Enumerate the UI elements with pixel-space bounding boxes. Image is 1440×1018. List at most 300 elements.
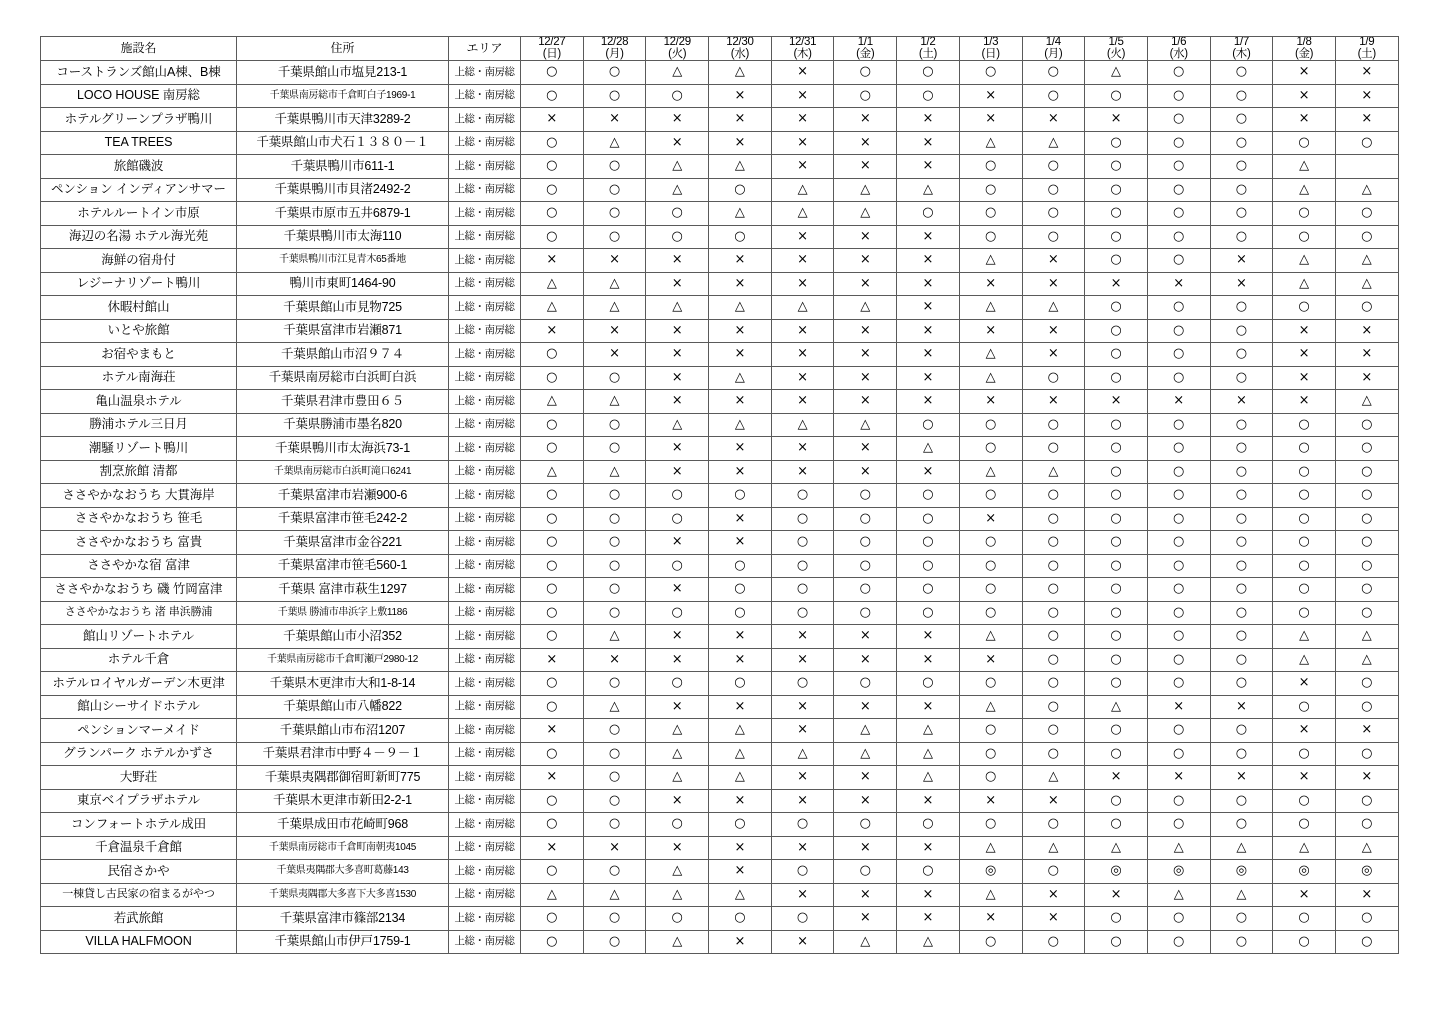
facility-name: ささやかなおうち 大貫海岸 bbox=[41, 484, 237, 508]
availability-cell: ○ bbox=[834, 484, 897, 508]
facility-area: 上総・南房総 bbox=[449, 202, 521, 226]
availability-cell: ○ bbox=[1147, 202, 1210, 226]
availability-cell: △ bbox=[771, 296, 834, 320]
availability-cell: ○ bbox=[1335, 460, 1398, 484]
facility-area: 上総・南房総 bbox=[449, 131, 521, 155]
availability-cell: ○ bbox=[1210, 202, 1273, 226]
availability-cell: ○ bbox=[583, 813, 646, 837]
availability-cell: △ bbox=[834, 296, 897, 320]
availability-cell: × bbox=[1335, 719, 1398, 743]
availability-cell: ○ bbox=[771, 813, 834, 837]
availability-cell: × bbox=[709, 343, 772, 367]
availability-cell: △ bbox=[834, 742, 897, 766]
availability-cell: ○ bbox=[771, 507, 834, 531]
availability-cell: ○ bbox=[1085, 531, 1148, 555]
table-row bbox=[41, 601, 1399, 625]
table-row bbox=[41, 930, 1399, 954]
header-day-weekday: (金) bbox=[1294, 47, 1314, 60]
availability-cell: ○ bbox=[1147, 178, 1210, 202]
availability-cell: × bbox=[709, 930, 772, 954]
facility-area: 上総・南房総 bbox=[449, 343, 521, 367]
availability-cell: ○ bbox=[521, 413, 584, 437]
availability-cell: ○ bbox=[1210, 225, 1273, 249]
facility-address: 千葉県夷隅郡御宿町新町775 bbox=[237, 766, 449, 790]
availability-cell: ○ bbox=[1210, 178, 1273, 202]
availability-cell: ○ bbox=[771, 554, 834, 578]
facility-address: 千葉県南房総市千倉町白子1969-1 bbox=[237, 84, 449, 108]
availability-cell: ○ bbox=[1147, 672, 1210, 696]
availability-cell: △ bbox=[897, 742, 960, 766]
header-day bbox=[959, 37, 1022, 61]
facility-address: 千葉県夷隅郡大多喜町葛藤143 bbox=[237, 860, 449, 884]
availability-cell: ○ bbox=[1210, 437, 1273, 461]
availability-cell: ○ bbox=[521, 578, 584, 602]
availability-cell: × bbox=[771, 836, 834, 860]
availability-cell: △ bbox=[897, 766, 960, 790]
availability-cell: × bbox=[521, 108, 584, 132]
availability-cell: ○ bbox=[646, 84, 709, 108]
availability-cell: ○ bbox=[1147, 460, 1210, 484]
availability-cell: ○ bbox=[959, 484, 1022, 508]
availability-cell: △ bbox=[646, 719, 709, 743]
availability-cell: ○ bbox=[771, 578, 834, 602]
availability-cell: × bbox=[1273, 719, 1336, 743]
availability-cell: ○ bbox=[834, 578, 897, 602]
availability-cell: △ bbox=[959, 343, 1022, 367]
facility-name: LOCO HOUSE 南房総 bbox=[41, 84, 237, 108]
availability-cell: ○ bbox=[1273, 695, 1336, 719]
availability-cell: ○ bbox=[959, 930, 1022, 954]
facility-name: コーストランズ館山A棟、B棟 bbox=[41, 61, 237, 85]
availability-cell: × bbox=[646, 131, 709, 155]
availability-cell: ○ bbox=[959, 601, 1022, 625]
availability-cell: ○ bbox=[583, 178, 646, 202]
availability-cell: ○ bbox=[1085, 131, 1148, 155]
facility-area: 上総・南房総 bbox=[449, 554, 521, 578]
facility-name: ささやかな宿 富津 bbox=[41, 554, 237, 578]
availability-cell: ○ bbox=[771, 672, 834, 696]
availability-cell: △ bbox=[1022, 766, 1085, 790]
facility-name: 海鮮の宿舟付 bbox=[41, 249, 237, 273]
table-row bbox=[41, 789, 1399, 813]
availability-cell: × bbox=[1022, 319, 1085, 343]
availability-cell: ○ bbox=[521, 437, 584, 461]
availability-cell: × bbox=[646, 437, 709, 461]
table-row bbox=[41, 695, 1399, 719]
availability-cell: ○ bbox=[1085, 719, 1148, 743]
header-day-weekday: (土) bbox=[1357, 47, 1376, 60]
availability-cell: × bbox=[709, 108, 772, 132]
availability-cell: ○ bbox=[1210, 296, 1273, 320]
facility-area: 上総・南房総 bbox=[449, 272, 521, 296]
table-row bbox=[41, 836, 1399, 860]
availability-cell: × bbox=[771, 437, 834, 461]
facility-name: 海辺の名湯 ホテル海光苑 bbox=[41, 225, 237, 249]
availability-cell: × bbox=[646, 625, 709, 649]
availability-cell: × bbox=[834, 225, 897, 249]
availability-cell: ○ bbox=[646, 202, 709, 226]
availability-cell: ○ bbox=[521, 484, 584, 508]
availability-cell: △ bbox=[1085, 695, 1148, 719]
availability-cell: × bbox=[834, 319, 897, 343]
availability-cell: × bbox=[646, 836, 709, 860]
availability-cell: ◎ bbox=[1335, 860, 1398, 884]
availability-cell: △ bbox=[646, 155, 709, 179]
availability-cell: ○ bbox=[583, 578, 646, 602]
facility-name: 一棟貸し古民家の宿まるがやつ bbox=[41, 883, 237, 907]
availability-cell: × bbox=[709, 272, 772, 296]
availability-cell: × bbox=[709, 437, 772, 461]
header-day bbox=[1085, 37, 1148, 61]
availability-cell: ○ bbox=[834, 84, 897, 108]
availability-cell: ○ bbox=[646, 907, 709, 931]
header-facility: 施設名 bbox=[41, 37, 237, 61]
availability-cell: ○ bbox=[897, 601, 960, 625]
availability-cell: △ bbox=[1147, 883, 1210, 907]
availability-cell: ○ bbox=[1147, 366, 1210, 390]
availability-cell: ○ bbox=[1335, 695, 1398, 719]
availability-cell: × bbox=[959, 108, 1022, 132]
availability-cell: × bbox=[709, 319, 772, 343]
table-row bbox=[41, 343, 1399, 367]
availability-cell: ○ bbox=[709, 225, 772, 249]
availability-cell: ○ bbox=[521, 61, 584, 85]
availability-cell: ○ bbox=[1085, 554, 1148, 578]
table-row bbox=[41, 61, 1399, 85]
availability-cell: × bbox=[646, 648, 709, 672]
availability-cell: × bbox=[646, 695, 709, 719]
availability-cell: × bbox=[1022, 907, 1085, 931]
facility-address: 千葉県富津市笹毛242-2 bbox=[237, 507, 449, 531]
facility-address: 千葉県富津市篠部2134 bbox=[237, 907, 449, 931]
facility-name: コンフォートホテル成田 bbox=[41, 813, 237, 837]
facility-address: 千葉県鴨川市611-1 bbox=[237, 155, 449, 179]
availability-cell: △ bbox=[959, 296, 1022, 320]
availability-cell: ○ bbox=[959, 766, 1022, 790]
availability-cell: ○ bbox=[583, 766, 646, 790]
availability-cell: × bbox=[1022, 789, 1085, 813]
availability-cell: △ bbox=[646, 766, 709, 790]
availability-cell: × bbox=[1147, 272, 1210, 296]
availability-cell: × bbox=[1022, 272, 1085, 296]
table-row bbox=[41, 413, 1399, 437]
availability-cell: × bbox=[771, 390, 834, 414]
facility-area: 上総・南房総 bbox=[449, 695, 521, 719]
availability-cell: ○ bbox=[521, 554, 584, 578]
availability-cell: ○ bbox=[1335, 742, 1398, 766]
availability-cell: ○ bbox=[521, 225, 584, 249]
availability-cell: △ bbox=[709, 742, 772, 766]
facility-address: 千葉県館山市見物725 bbox=[237, 296, 449, 320]
header-day bbox=[1335, 37, 1398, 61]
availability-cell: △ bbox=[583, 625, 646, 649]
availability-cell: × bbox=[1335, 343, 1398, 367]
availability-cell: △ bbox=[1022, 296, 1085, 320]
facility-address: 千葉県 富津市萩生1297 bbox=[237, 578, 449, 602]
availability-cell: △ bbox=[709, 202, 772, 226]
table-body bbox=[41, 61, 1399, 954]
availability-cell: ○ bbox=[897, 84, 960, 108]
availability-cell: ○ bbox=[1210, 907, 1273, 931]
facility-address: 千葉県館山市八幡822 bbox=[237, 695, 449, 719]
table-row bbox=[41, 390, 1399, 414]
facility-name: ささやかなおうち 富貴 bbox=[41, 531, 237, 555]
facility-area: 上総・南房総 bbox=[449, 601, 521, 625]
header-day bbox=[897, 37, 960, 61]
availability-cell: △ bbox=[583, 390, 646, 414]
header-day-weekday: (木) bbox=[793, 47, 812, 60]
facility-name: ホテルグリーンプラザ鴨川 bbox=[41, 108, 237, 132]
availability-cell: × bbox=[646, 108, 709, 132]
availability-cell: ○ bbox=[897, 672, 960, 696]
availability-cell: △ bbox=[583, 296, 646, 320]
facility-name: ささやかなおうち 渚 串浜勝浦 bbox=[41, 601, 237, 625]
facility-area: 上総・南房総 bbox=[449, 437, 521, 461]
availability-cell: ○ bbox=[834, 813, 897, 837]
availability-cell: ○ bbox=[1273, 131, 1336, 155]
availability-cell: × bbox=[1210, 272, 1273, 296]
availability-cell: × bbox=[834, 108, 897, 132]
availability-cell: ○ bbox=[1210, 672, 1273, 696]
availability-cell: ○ bbox=[1022, 578, 1085, 602]
availability-cell: × bbox=[583, 648, 646, 672]
facility-name: 休暇村館山 bbox=[41, 296, 237, 320]
availability-cell: ○ bbox=[1273, 907, 1336, 931]
availability-cell: ○ bbox=[1147, 578, 1210, 602]
table-row bbox=[41, 625, 1399, 649]
availability-cell: ○ bbox=[959, 672, 1022, 696]
availability-cell: × bbox=[1273, 390, 1336, 414]
facility-area: 上総・南房総 bbox=[449, 249, 521, 273]
header-day-weekday: (木) bbox=[1232, 47, 1251, 60]
availability-cell: ○ bbox=[1022, 155, 1085, 179]
availability-cell: ○ bbox=[1273, 554, 1336, 578]
header-day-date: 1/2 bbox=[920, 36, 936, 48]
availability-cell: × bbox=[1085, 272, 1148, 296]
facility-area: 上総・南房総 bbox=[449, 648, 521, 672]
availability-cell: × bbox=[1273, 108, 1336, 132]
header-day-date: 12/30 bbox=[726, 36, 754, 48]
availability-cell: △ bbox=[1273, 178, 1336, 202]
availability-cell: × bbox=[834, 155, 897, 179]
availability-cell: ○ bbox=[1273, 437, 1336, 461]
facility-name: ささやかなおうち 磯 竹岡富津 bbox=[41, 578, 237, 602]
availability-cell: × bbox=[1022, 108, 1085, 132]
table-row bbox=[41, 249, 1399, 273]
availability-cell: × bbox=[1210, 695, 1273, 719]
facility-address: 千葉県南房総市白浜町滝口6241 bbox=[237, 460, 449, 484]
facility-area: 上総・南房総 bbox=[449, 625, 521, 649]
availability-cell: ○ bbox=[1273, 484, 1336, 508]
facility-area: 上総・南房総 bbox=[449, 883, 521, 907]
header-day-date: 1/7 bbox=[1233, 36, 1249, 48]
availability-cell: ○ bbox=[583, 61, 646, 85]
facility-name: VILLA HALFMOON bbox=[41, 930, 237, 954]
availability-cell: ○ bbox=[897, 860, 960, 884]
availability-cell: △ bbox=[709, 413, 772, 437]
availability-cell: △ bbox=[1335, 390, 1398, 414]
facility-area: 上総・南房総 bbox=[449, 225, 521, 249]
availability-cell: × bbox=[646, 319, 709, 343]
facility-area: 上総・南房総 bbox=[449, 390, 521, 414]
availability-cell: ○ bbox=[897, 578, 960, 602]
facility-name: ホテルルートイン市原 bbox=[41, 202, 237, 226]
availability-cell: × bbox=[959, 648, 1022, 672]
availability-cell: × bbox=[709, 860, 772, 884]
availability-cell: ○ bbox=[1022, 625, 1085, 649]
facility-area: 上総・南房総 bbox=[449, 507, 521, 531]
availability-cell: △ bbox=[1335, 625, 1398, 649]
availability-cell: ○ bbox=[834, 601, 897, 625]
availability-cell: × bbox=[897, 225, 960, 249]
availability-cell: △ bbox=[1147, 836, 1210, 860]
header-day bbox=[1210, 37, 1273, 61]
table-row bbox=[41, 108, 1399, 132]
availability-cell: × bbox=[834, 836, 897, 860]
availability-cell: △ bbox=[646, 930, 709, 954]
availability-cell: × bbox=[834, 789, 897, 813]
availability-cell: × bbox=[1273, 343, 1336, 367]
availability-cell: ○ bbox=[1273, 225, 1336, 249]
facility-address: 千葉県鴨川市太海110 bbox=[237, 225, 449, 249]
availability-cell: ○ bbox=[771, 531, 834, 555]
availability-cell: × bbox=[834, 648, 897, 672]
availability-cell: ○ bbox=[1085, 413, 1148, 437]
availability-cell: ○ bbox=[834, 554, 897, 578]
facility-area: 上総・南房総 bbox=[449, 366, 521, 390]
availability-cell: ○ bbox=[1273, 460, 1336, 484]
availability-cell: △ bbox=[646, 61, 709, 85]
availability-cell: × bbox=[521, 648, 584, 672]
availability-cell: ○ bbox=[583, 672, 646, 696]
availability-cell: × bbox=[897, 836, 960, 860]
facility-area: 上総・南房総 bbox=[449, 531, 521, 555]
availability-cell: △ bbox=[646, 413, 709, 437]
availability-cell: ○ bbox=[1147, 413, 1210, 437]
facility-name: ホテルロイヤルガーデン木更津 bbox=[41, 672, 237, 696]
facility-address: 千葉県君津市中野４－９－１ bbox=[237, 742, 449, 766]
availability-cell: △ bbox=[521, 883, 584, 907]
facility-address: 千葉県館山市犬石１３８０－１ bbox=[237, 131, 449, 155]
availability-cell: ○ bbox=[646, 225, 709, 249]
availability-cell: ○ bbox=[1022, 648, 1085, 672]
header-day bbox=[521, 37, 584, 61]
table-row bbox=[41, 507, 1399, 531]
facility-name: お宿やまもと bbox=[41, 343, 237, 367]
availability-cell: × bbox=[771, 766, 834, 790]
availability-cell: △ bbox=[521, 390, 584, 414]
availability-cell: ○ bbox=[709, 178, 772, 202]
availability-cell: ○ bbox=[1335, 202, 1398, 226]
availability-cell: ○ bbox=[1210, 531, 1273, 555]
availability-cell: ○ bbox=[1022, 860, 1085, 884]
availability-cell: × bbox=[771, 155, 834, 179]
availability-cell: ○ bbox=[1210, 789, 1273, 813]
facility-address: 千葉県鴨川市太海浜73-1 bbox=[237, 437, 449, 461]
availability-cell: ○ bbox=[1085, 742, 1148, 766]
availability-cell: △ bbox=[1335, 836, 1398, 860]
facility-area: 上総・南房総 bbox=[449, 61, 521, 85]
availability-cell: × bbox=[897, 249, 960, 273]
availability-cell: ○ bbox=[521, 813, 584, 837]
availability-cell: × bbox=[1335, 61, 1398, 85]
availability-cell: ○ bbox=[1210, 131, 1273, 155]
availability-cell: ○ bbox=[1147, 61, 1210, 85]
facility-area: 上総・南房総 bbox=[449, 742, 521, 766]
availability-cell: × bbox=[709, 131, 772, 155]
availability-cell: ○ bbox=[959, 178, 1022, 202]
availability-cell: × bbox=[771, 883, 834, 907]
availability-cell: △ bbox=[1085, 61, 1148, 85]
availability-cell: ○ bbox=[1085, 296, 1148, 320]
availability-cell: ○ bbox=[1273, 413, 1336, 437]
availability-cell: ○ bbox=[771, 484, 834, 508]
availability-cell: ○ bbox=[521, 531, 584, 555]
availability-cell: △ bbox=[646, 178, 709, 202]
availability-cell: ○ bbox=[646, 813, 709, 837]
facility-name: 東京ベイプラザホテル bbox=[41, 789, 237, 813]
availability-cell: △ bbox=[646, 742, 709, 766]
availability-cell: △ bbox=[709, 366, 772, 390]
availability-cell: ○ bbox=[1273, 578, 1336, 602]
availability-cell: ○ bbox=[1147, 625, 1210, 649]
availability-cell: ○ bbox=[1210, 930, 1273, 954]
header-day bbox=[1022, 37, 1085, 61]
availability-cell: ○ bbox=[521, 930, 584, 954]
availability-cell: × bbox=[959, 789, 1022, 813]
availability-cell: × bbox=[771, 343, 834, 367]
availability-cell: △ bbox=[709, 719, 772, 743]
availability-cell: × bbox=[1085, 883, 1148, 907]
facility-name: 若武旅館 bbox=[41, 907, 237, 931]
facility-address: 千葉県勝浦市墨名820 bbox=[237, 413, 449, 437]
availability-cell: × bbox=[771, 272, 834, 296]
availability-cell: ○ bbox=[897, 484, 960, 508]
availability-cell: △ bbox=[1022, 460, 1085, 484]
availability-cell: ○ bbox=[709, 578, 772, 602]
availability-cell: ○ bbox=[1085, 202, 1148, 226]
table-row bbox=[41, 813, 1399, 837]
availability-cell: × bbox=[771, 719, 834, 743]
availability-table bbox=[40, 36, 1399, 954]
header-day-date: 1/8 bbox=[1296, 36, 1312, 48]
header-day-date: 12/31 bbox=[788, 36, 817, 48]
availability-cell: × bbox=[771, 648, 834, 672]
header-day-date: 1/3 bbox=[983, 36, 999, 48]
availability-cell: △ bbox=[1335, 648, 1398, 672]
availability-cell: ○ bbox=[1147, 507, 1210, 531]
availability-cell: ○ bbox=[583, 366, 646, 390]
availability-cell: △ bbox=[1273, 625, 1336, 649]
availability-cell: × bbox=[897, 695, 960, 719]
availability-cell: × bbox=[1210, 249, 1273, 273]
availability-cell: ○ bbox=[583, 507, 646, 531]
availability-cell: ○ bbox=[709, 672, 772, 696]
availability-cell: ○ bbox=[1022, 813, 1085, 837]
availability-cell: ○ bbox=[897, 554, 960, 578]
availability-cell: × bbox=[897, 789, 960, 813]
availability-cell: ○ bbox=[834, 860, 897, 884]
availability-cell: ○ bbox=[1085, 789, 1148, 813]
table-row bbox=[41, 860, 1399, 884]
availability-cell: × bbox=[583, 319, 646, 343]
facility-name: 亀山温泉ホテル bbox=[41, 390, 237, 414]
availability-cell: ○ bbox=[1210, 319, 1273, 343]
availability-cell: △ bbox=[959, 695, 1022, 719]
availability-cell: × bbox=[897, 108, 960, 132]
table-row bbox=[41, 225, 1399, 249]
availability-cell: ○ bbox=[1085, 578, 1148, 602]
